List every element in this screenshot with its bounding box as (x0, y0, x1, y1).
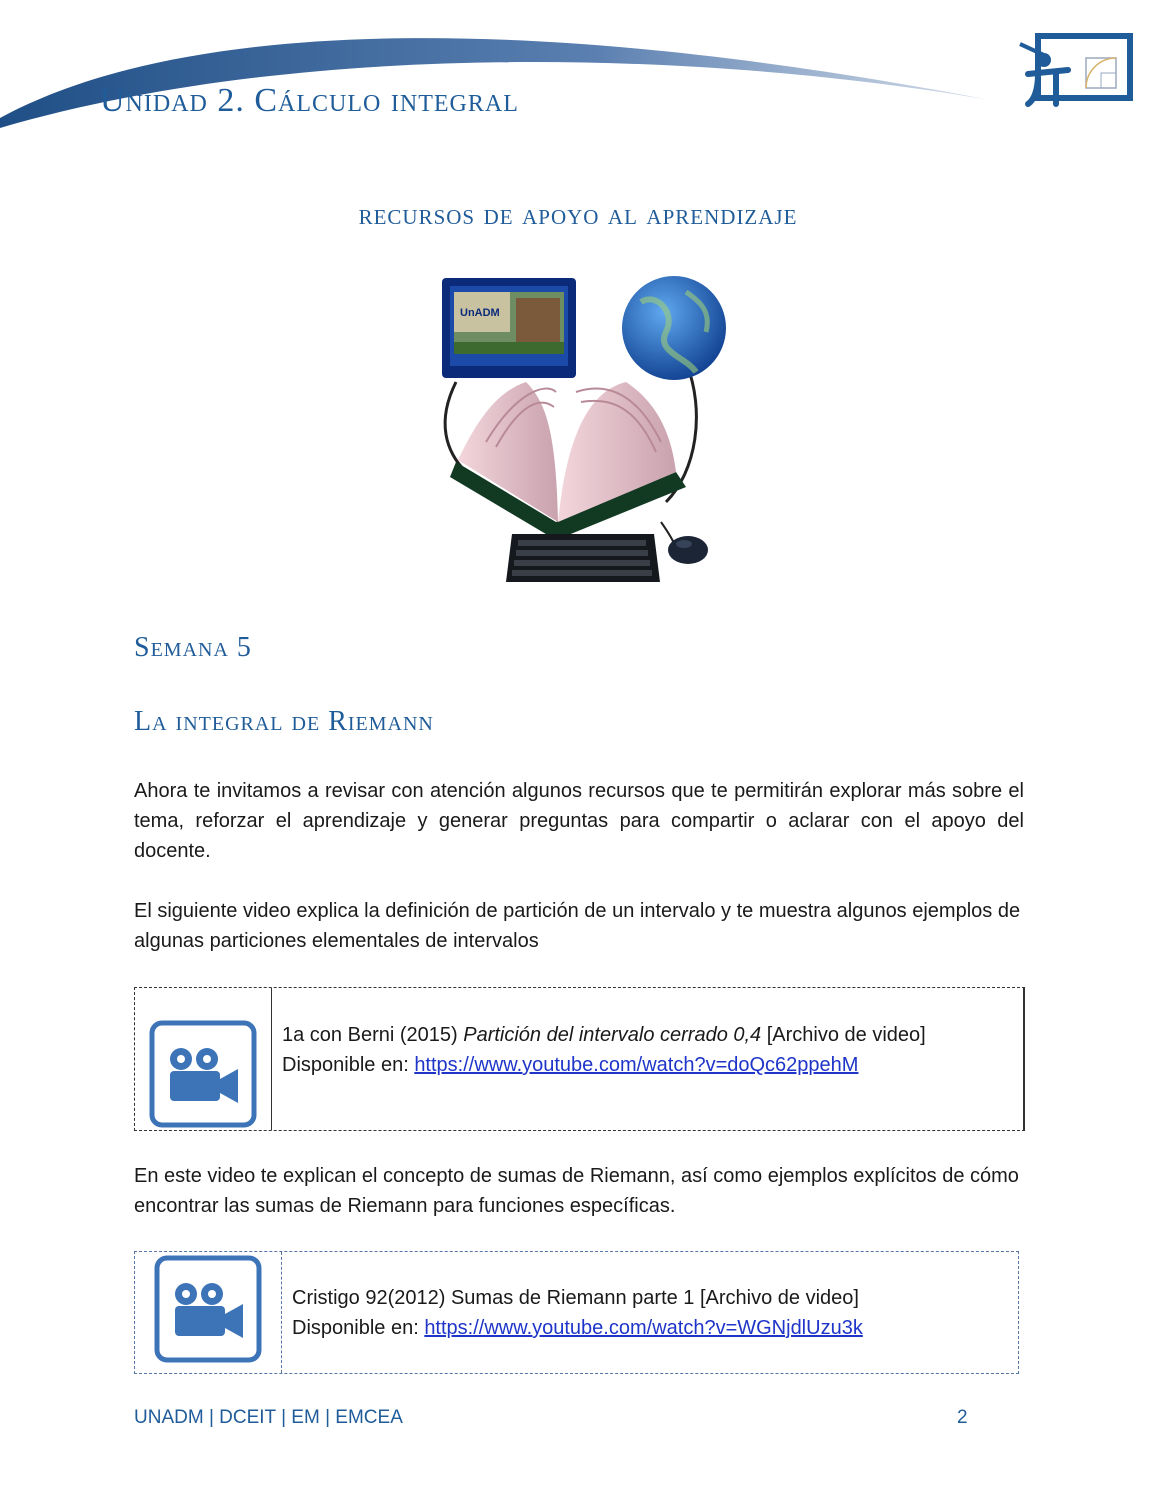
page-number: 2 (957, 1407, 968, 1428)
available-label: Disponible en: (292, 1317, 425, 1339)
computer-book-globe-illustration (436, 272, 726, 590)
video-resource-1 (134, 987, 1025, 1131)
video-link[interactable]: https://www.youtube.com/watch?v=doQc62ppehM (414, 1054, 859, 1076)
video-camera-icon (153, 1254, 263, 1364)
available-label: Disponible en: (282, 1054, 415, 1076)
citation-prefix: Cristigo 92(2012) Sumas de Riemann parte 1 (292, 1287, 695, 1309)
video2-intro-paragraph: En este video te explican el concepto de sumas de Riemann, así como ejemplos explícitos de cómo encontrar las sumas de Riemann para funciones específicas. (134, 1165, 1019, 1217)
week-title: Semana 5 (134, 632, 252, 663)
citation-suffix: [Archivo de video] (761, 1024, 926, 1046)
video-resource-icon-cell (135, 988, 272, 1130)
video-camera-icon (148, 1019, 258, 1129)
footer-institution: UNADM | DCEIT | EM | EMCEA (134, 1407, 403, 1428)
unit-title: Unidad 2. Cálculo integral (100, 82, 519, 119)
screen-label: UnADM (460, 307, 500, 319)
citation-prefix: 1a con Berni (2015) (282, 1024, 464, 1046)
video-resource-text (282, 1252, 863, 1373)
intro-paragraph: Ahora te invitamos a revisar con atención algunos recursos que te permitirán explorar más sobre el tema, reforzar el aprendizaje y generar preguntas para compartir o aclarar con el apoyo del docente. (134, 780, 1024, 862)
section-title: recursos de apoyo al aprendizaje (358, 198, 798, 231)
pi-teacher-logo-icon (1016, 30, 1134, 110)
video-resource-text (272, 988, 926, 1130)
citation-title: Partición del intervalo cerrado 0,4 (463, 1024, 762, 1046)
video-resource-2 (134, 1251, 1019, 1374)
video-link[interactable]: https://www.youtube.com/watch?v=WGNjdlUzu3k (424, 1317, 863, 1339)
citation-suffix: [Archivo de video] (694, 1287, 859, 1309)
video-resource-icon-cell (135, 1252, 282, 1373)
video1-intro-paragraph: El siguiente video explica la definición de partición de un intervalo y te muestra algunos ejemplos de algunas particiones elementales de intervalos (134, 900, 1021, 952)
topic-title: La integral de Riemann (134, 706, 434, 737)
